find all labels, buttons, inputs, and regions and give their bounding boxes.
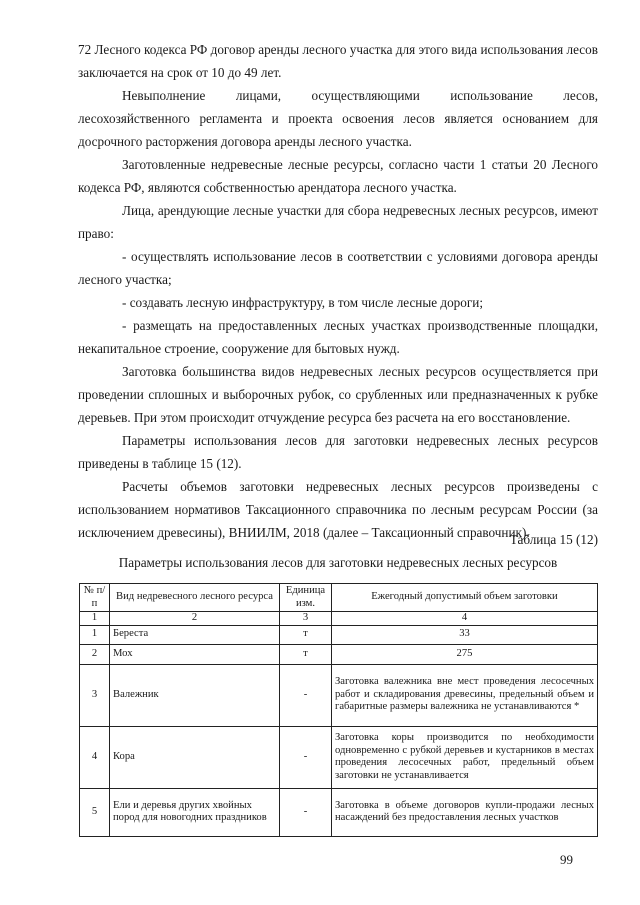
header-unit: Единица изм. <box>280 584 332 612</box>
table-header-row <box>80 584 598 612</box>
table-label: Таблица 15 (12) <box>509 532 598 547</box>
paragraph: Заготовка большинства видов недревесных лесных ресурсов осуществляется при проведении сплошных и выборочных рубок, со срубленных или предназначенных к рубке деревьев. При этом происходит отчуждение ресурса без расчета на его восстановление. <box>78 364 598 425</box>
page-number: 99 <box>560 852 573 867</box>
cell-resource: Кора <box>110 726 280 788</box>
cell-resource: Береста <box>110 625 280 644</box>
paragraph: Заготовленные недревесные лесные ресурсы, согласно части 1 статьи 20 Лесного кодекса РФ, являются собственностью арендатора лесного участка. <box>78 157 598 195</box>
cell-volume: 33 <box>332 625 598 644</box>
cell-volume: Заготовка коры производится по необходимости одновременно с рубкой деревьев и кустарников в местах проведения лесосечных работ, предельный объем заготовки не устанавливается <box>332 726 598 788</box>
paragraph: Параметры использования лесов для заготовки недревесных лесных ресурсов приведены в таблице 15 (12). <box>78 433 598 471</box>
paragraph: Расчеты объемов заготовки недревесных лесных ресурсов произведены с использованием нормативов Таксационного справочника по лесным ресурсам России (за исключением древесины), ВНИИЛМ, 2018 (далее – Таксационный справочник). <box>78 479 598 540</box>
cell-num: 5 <box>80 788 110 836</box>
paragraph: 72 Лесного кодекса РФ договор аренды лесного участка для этого вида использования лесов заключается на срок от 10 до 49 лет. <box>78 42 598 80</box>
cell-unit: - <box>280 788 332 836</box>
column-number: 1 <box>80 612 110 626</box>
cell-resource: Ели и деревья других хвойных пород для новогодних праздников <box>110 788 280 836</box>
header-volume: Ежегодный допустимый объем заготовки <box>332 584 598 612</box>
cell-resource: Мох <box>110 644 280 664</box>
cell-unit: т <box>280 625 332 644</box>
parameters-table <box>79 583 598 837</box>
column-number-row <box>80 612 598 626</box>
table-row <box>80 625 598 644</box>
cell-num: 3 <box>80 664 110 726</box>
cell-unit: - <box>280 726 332 788</box>
table-row <box>80 644 598 664</box>
cell-volume: Заготовка в объеме договоров купли-продажи лесных насаждений без предоставления лесных участков <box>332 788 598 836</box>
paragraph: - создавать лесную инфраструктуру, в том числе лесные дороги; <box>122 295 483 310</box>
cell-num: 4 <box>80 726 110 788</box>
paragraph: Лица, арендующие лесные участки для сбора недревесных лесных ресурсов, имеют право: <box>78 203 598 241</box>
cell-unit: т <box>280 644 332 664</box>
paragraph: - осуществлять использование лесов в соответствии с условиями договора аренды лесного участка; <box>78 249 598 287</box>
column-number: 3 <box>280 612 332 626</box>
cell-num: 1 <box>80 625 110 644</box>
cell-num: 2 <box>80 644 110 664</box>
table-row <box>80 788 598 836</box>
paragraph: Невыполнение лицами, осуществляющими использование лесов, лесохозяйственного регламента и проекта освоения лесов является основанием для досрочного расторжения договора аренды лесного участка. <box>78 88 598 149</box>
cell-unit: - <box>280 664 332 726</box>
table-title: Параметры использования лесов для заготовки недревесных лесных ресурсов <box>118 555 558 570</box>
column-number: 4 <box>332 612 598 626</box>
column-number: 2 <box>110 612 280 626</box>
header-num: № п/п <box>80 584 110 612</box>
table-row <box>80 726 598 788</box>
cell-volume: Заготовка валежника вне мест проведения лесосечных работ и складирования древесины, предельный объем и габаритные размеры валежника не устанавливаются * <box>332 664 598 726</box>
cell-volume: 275 <box>332 644 598 664</box>
cell-resource: Валежник <box>110 664 280 726</box>
header-resource: Вид недревесного лесного ресурса <box>110 584 280 612</box>
body-text <box>78 38 598 544</box>
paragraph: - размещать на предоставленных лесных участках производственные площадки, некапитальное строение, сооружение для бытовых нужд. <box>78 318 598 356</box>
table-row <box>80 664 598 726</box>
